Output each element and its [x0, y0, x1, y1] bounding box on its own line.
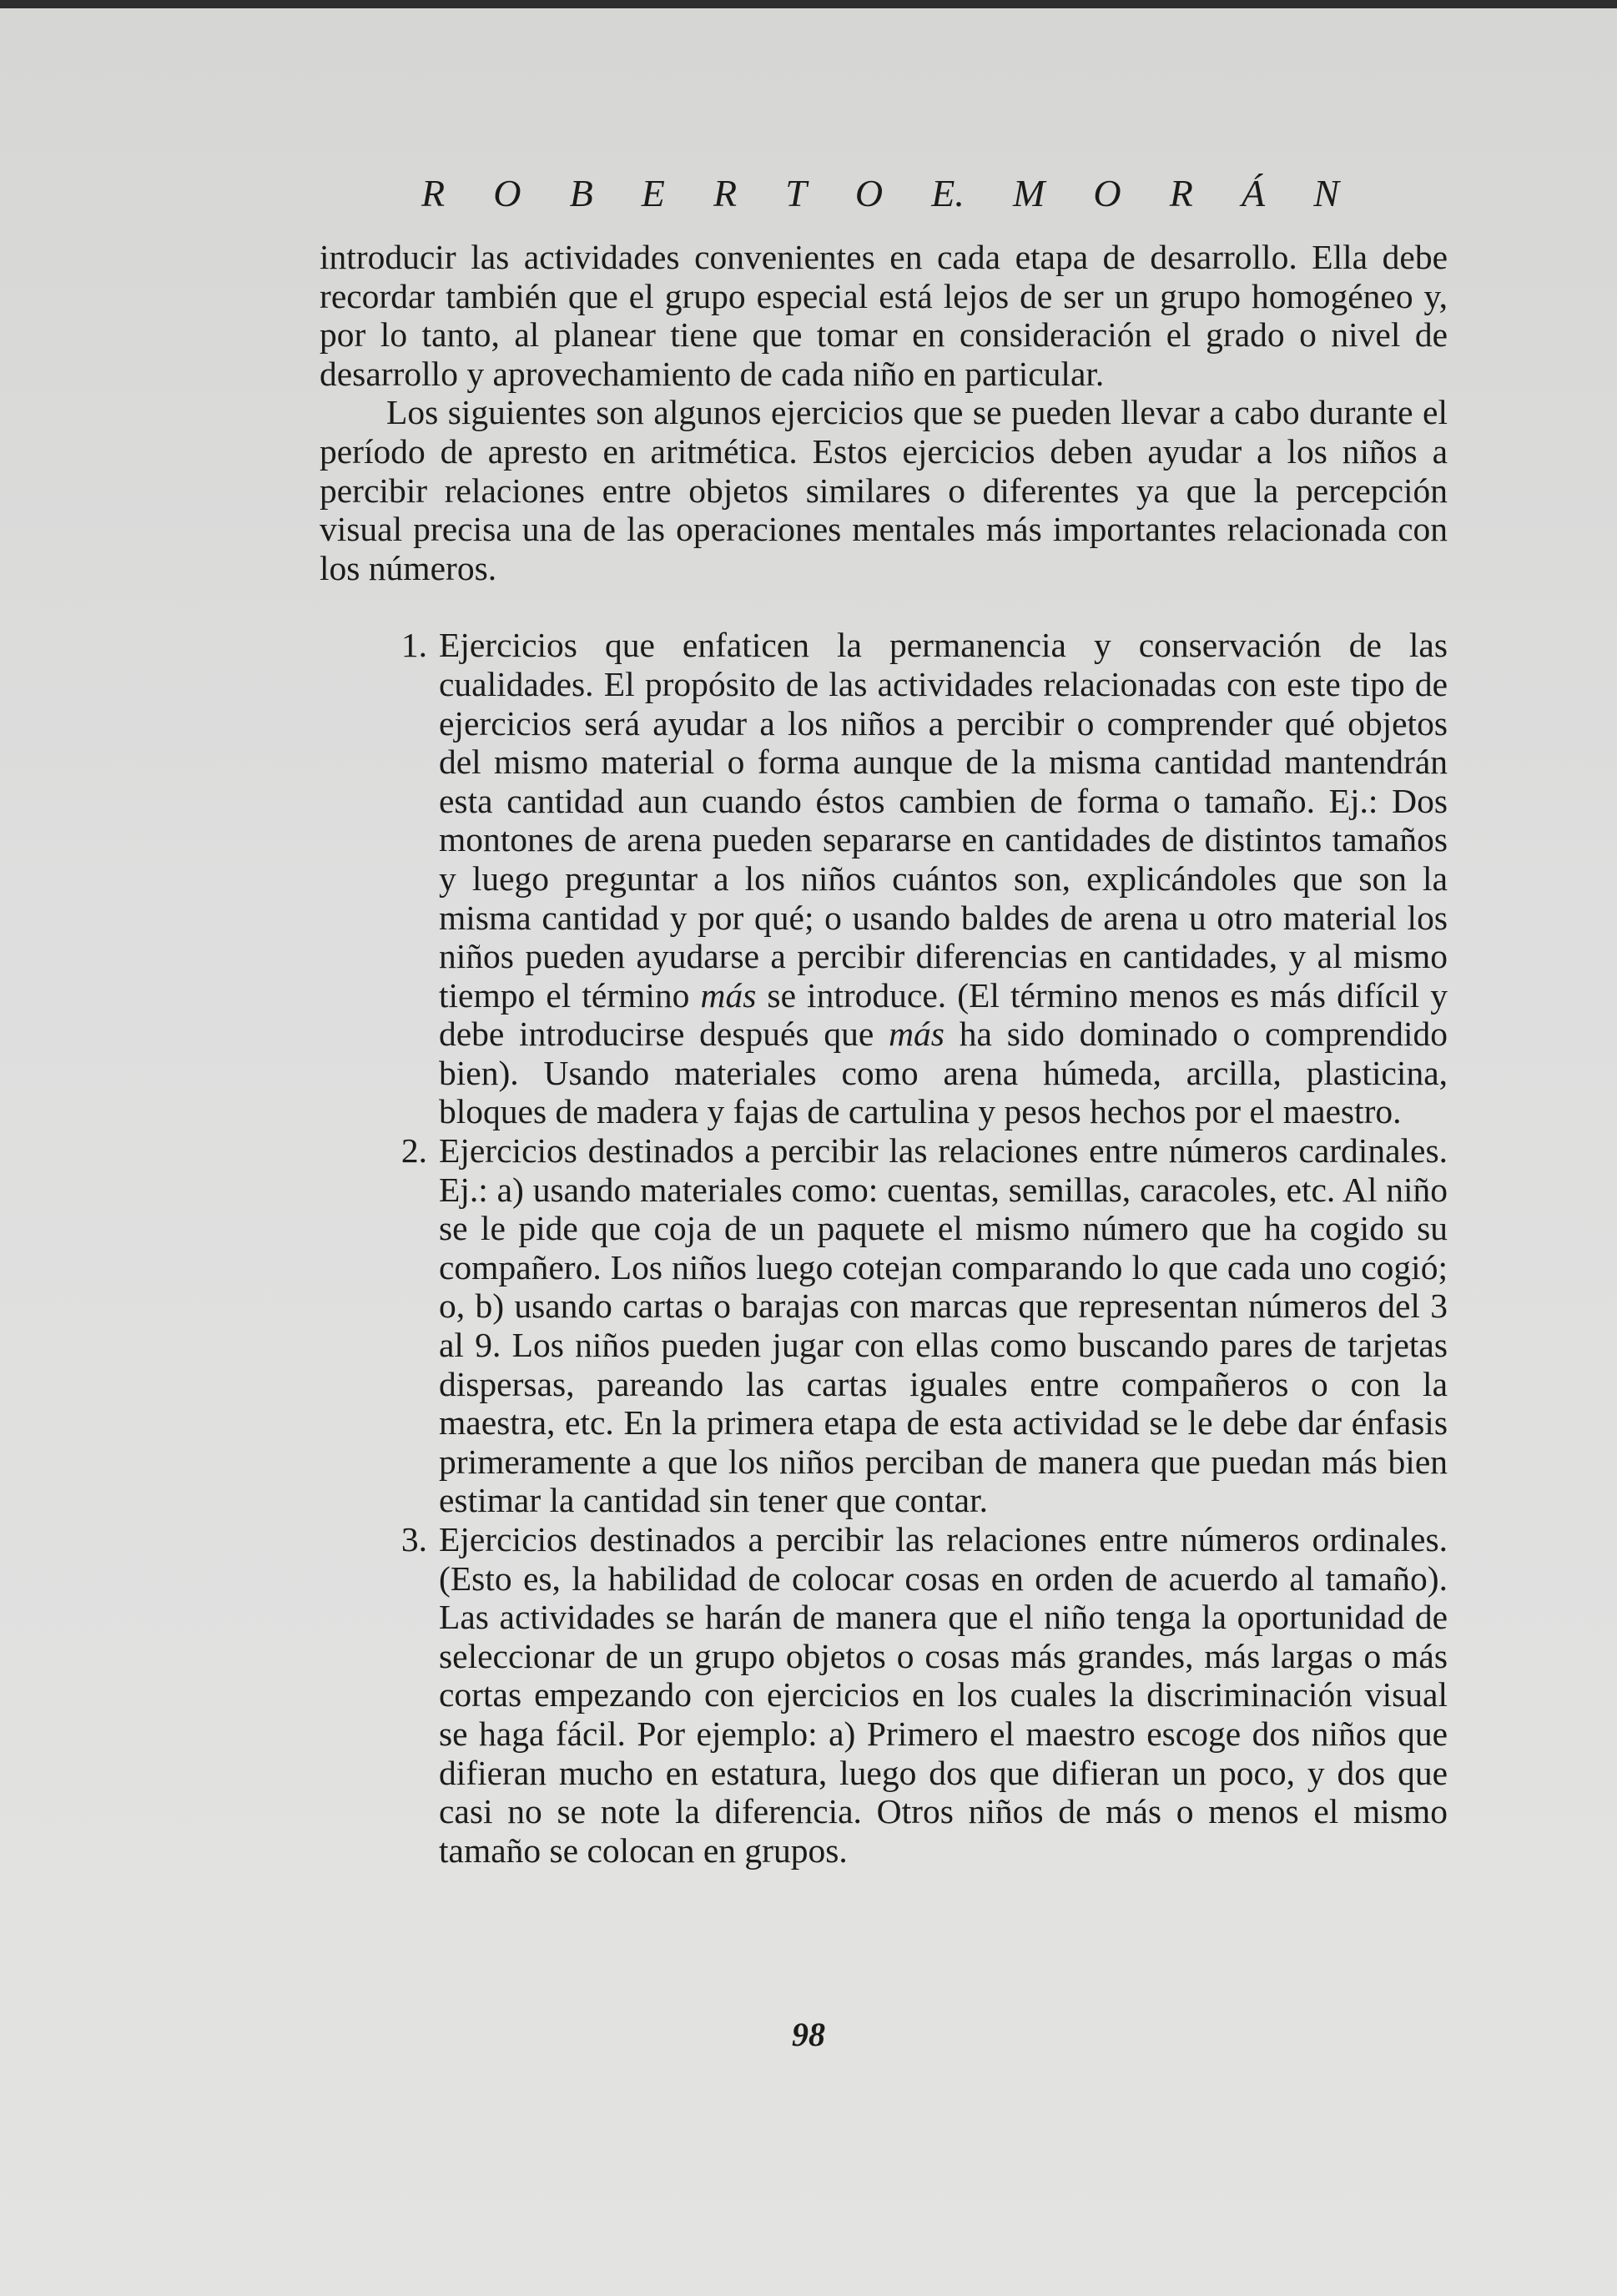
list-number: 3. — [400, 1520, 427, 1558]
text-run: ha sido dominado o comprendido bien). Usando materiales como arena húmeda, arcilla, plasticina, bloques de madera y fajas de cartulina y pesos hechos por el maestro. — [439, 1015, 1448, 1131]
list-item — [320, 1520, 1448, 1870]
list-item-text — [439, 626, 1448, 1131]
list-item — [320, 626, 1448, 1131]
running-head — [421, 171, 1339, 215]
running-head-letter: O — [1093, 172, 1121, 214]
running-head-letter: R — [421, 172, 446, 214]
list-item-text: Ejercicios destinados a percibir las relaciones entre números ordinales. (Esto es, la habilidad de colocar cosas en orden de acuerdo al tamaño). Las actividades se harán de manera que el niño tenga la oportunidad de seleccionar de un grupo objetos o cosas más grandes, más largas o más cortas empezando con ejercicios en los cuales la discriminación visual se haga fácil. Por ejemplo: a) Primero el maestro escoge dos niños que difieran mucho en estatura, luego dos que difieran un poco, y dos que casi no se note la diferencia. Otros niños de más o menos el mismo tamaño se colocan en grupos. — [439, 1520, 1448, 1870]
running-head-letter: T — [785, 172, 807, 214]
list-number: 2. — [400, 1131, 427, 1171]
page-top-edge — [0, 0, 1617, 8]
paragraph-continuation: introducir las actividades convenientes en cada etapa de desarrollo. Ella debe recordar también que el grupo especial está lejos de ser un grupo homogéneo y, por lo tanto, al planear tiene que tomar en consideración el grado o nivel de desarrollo y aprovechamiento de cada niño en particular. — [320, 238, 1448, 393]
exercise-list — [320, 626, 1448, 1870]
text-run: se introduce. (El término menos es más difícil y debe introducirse después que — [439, 975, 1448, 1054]
list-item-text: Ejercicios destinados a percibir las relaciones entre números cardinales. Ej.: a) usando materiales como: cuentas, semillas, caracoles, etc. Al niño se le pide que coja de un paquete el mismo número que ha cogido su compañero. Los niños luego cotejan comparando lo que cada uno cogió; o, b) usando cartas o barajas con marcas que representan números del 3 al 9. Los niños pueden jugar con ellas como buscando pares de tarjetas dispersas, pareando las cartas iguales entre compañeros o con la maestra, etc. En la primera etapa de esta actividad se le debe dar énfasis primeramente a que los niños perciban de manera que puedan más bien estimar la cantidad sin tener que contar. — [439, 1131, 1448, 1520]
list-item — [320, 1131, 1448, 1520]
running-head-letter: E — [641, 172, 665, 214]
list-number: 1. — [400, 626, 427, 665]
running-head-letter: E. — [931, 172, 965, 214]
paragraph-intro: Los siguientes son algunos ejercicios que se pueden llevar a cabo durante el período de apresto en aritmética. Estos ejercicios deben ayudar a los niños a percibir relaciones entre objetos similares o diferentes ya que la percepción visual precisa una de las operaciones mentales más importantes relacionada con los números. — [320, 393, 1448, 587]
running-head-letter: B — [569, 172, 593, 214]
page-number: 98 — [792, 2016, 825, 2053]
italic-term: más — [700, 975, 757, 1015]
running-head-letter: R — [713, 172, 738, 214]
running-head-letter: N — [1313, 172, 1339, 214]
text-run: Ejercicios que enfaticen la permanencia y conservación de las cualidades. El propósito de las actividades relacionadas con este tipo de ejercicios será ayudar a los niños a percibir o comprender qué objetos del mismo material o forma aunque de la misma cantidad mantendrán esta cantidad aun cuando éstos cambien de forma o tamaño. Ej.: Dos montones de arena pueden separarse en cantidades de distintos tamaños y luego preguntar a los niños cuántos son, explicándoles que son la misma cantidad y por qué; o usando baldes de arena u otro material los niños pueden ayudarse a percibir diferencias en cantidades, y al mismo tiempo el término — [439, 626, 1448, 1015]
body-text — [320, 238, 1448, 1870]
running-head-letter: R — [1169, 172, 1193, 214]
running-head-letter: O — [493, 172, 521, 214]
italic-term: más — [889, 1015, 945, 1054]
running-head-letter: O — [854, 172, 884, 214]
running-head-letter: M — [1012, 172, 1045, 214]
running-head-letter: Á — [1241, 172, 1266, 214]
